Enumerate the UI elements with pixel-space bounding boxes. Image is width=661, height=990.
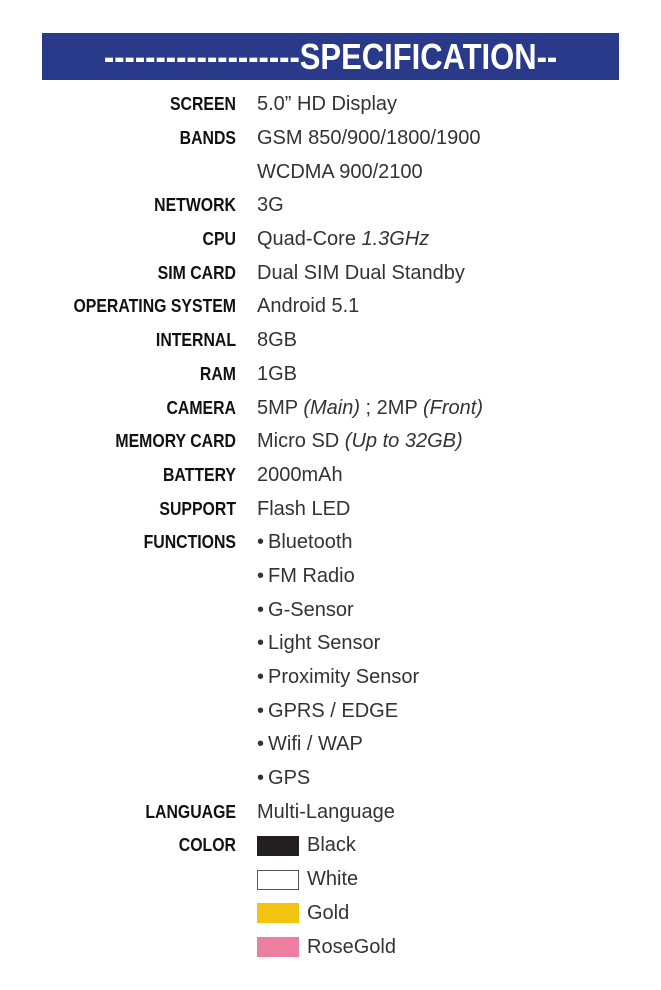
color-swatch [257,836,299,856]
spec-label: COLOR [178,835,236,856]
spec-row-os [0,290,661,324]
color-option [257,834,356,857]
camera-front-note: (Front) [423,396,483,419]
bullet-icon: • [257,632,265,655]
spec-row-color-4 [0,930,661,964]
color-option [257,902,349,925]
color-name: White [307,868,359,891]
spec-value [257,430,463,453]
spec-row-ram [0,358,661,392]
color-option [257,868,358,891]
spec-value: 8GB [257,329,298,352]
spec-label: NETWORK [154,195,236,216]
spec-label: MEMORY CARD [115,431,236,452]
spec-value: Dual SIM Dual Standby [257,261,465,284]
cpu-speed: 1.3GHz [361,228,430,251]
spec-label: SCREEN [169,94,236,115]
function-item: • Bluetooth [257,531,353,554]
spec-header-banner [42,33,619,80]
function-item: • GPRS / EDGE [257,699,399,722]
color-swatch [257,870,299,890]
spec-row-memory [0,425,661,459]
spec-value: WCDMA 900/2100 [257,160,423,183]
spec-value: GSM 850/900/1800/1900 [257,127,481,150]
spec-value: 3G [257,194,284,217]
spec-header-title: -------------------SPECIFICATION-- [103,35,558,77]
spec-row-color [0,829,661,863]
spec-table [0,88,661,964]
bullet-icon: • [257,733,265,756]
spec-value: Flash LED [257,497,351,520]
spec-row-network [0,189,661,223]
spec-label: RAM [199,363,236,384]
bullet-icon: • [257,564,265,587]
camera-main: 5MP [257,396,304,419]
spec-value: 2000mAh [257,463,343,486]
spec-value [257,397,483,420]
camera-main-note: (Main) [303,396,360,419]
spec-label: INTERNAL [155,330,236,351]
bullet-icon: • [257,699,265,722]
spec-label: BANDS [179,128,236,149]
spec-row-functions-7 [0,728,661,762]
spec-label: CAMERA [166,397,236,418]
spec-label: SIM CARD [157,262,236,283]
spec-value: Android 5.1 [257,295,360,318]
function-item: • Proximity Sensor [257,666,420,689]
memory-type: Micro SD [257,430,345,453]
bullet-icon: • [257,531,265,554]
spec-label: OPERATING SYSTEM [73,296,236,317]
bullet-icon: • [257,598,265,621]
spec-row-functions-5 [0,661,661,695]
spec-row-camera [0,391,661,425]
spec-row-bands-2 [0,155,661,189]
function-item: • G-Sensor [257,598,354,621]
color-name: Black [307,834,356,857]
camera-sep: ; 2MP [360,396,423,419]
color-name: RoseGold [307,935,396,958]
cpu-cores: Quad-Core [257,228,362,251]
spec-label: FUNCTIONS [143,532,236,553]
spec-label: CPU [202,229,236,250]
spec-row-functions-8 [0,762,661,796]
bullet-icon: • [257,666,265,689]
spec-row-screen [0,88,661,122]
function-item: • Light Sensor [257,632,381,655]
memory-limit: (Up to 32GB) [344,430,463,453]
spec-row-sim [0,256,661,290]
spec-label: SUPPORT [159,498,236,519]
spec-row-battery [0,459,661,493]
spec-value [257,228,429,251]
spec-row-functions-2 [0,560,661,594]
spec-value: Multi-Language [257,800,395,823]
spec-label: LANGUAGE [145,801,236,822]
color-swatch [257,937,299,957]
color-name: Gold [307,901,350,924]
spec-value: 1GB [257,362,298,385]
function-item: • FM Radio [257,564,355,587]
spec-row-functions [0,526,661,560]
spec-row-bands [0,122,661,156]
spec-row-support [0,492,661,526]
spec-row-color-2 [0,863,661,897]
spec-row-functions-3 [0,593,661,627]
color-swatch [257,903,299,923]
spec-row-cpu [0,223,661,257]
spec-label: BATTERY [162,464,236,485]
color-option [257,936,396,959]
spec-row-internal [0,324,661,358]
spec-row-color-3 [0,897,661,931]
bullet-icon: • [257,767,265,790]
spec-row-language [0,795,661,829]
spec-row-functions-6 [0,694,661,728]
function-item: • Wifi / WAP [257,733,363,756]
spec-row-functions-4 [0,627,661,661]
function-item: • GPS [257,767,311,790]
spec-value: 5.0” HD Display [257,93,398,116]
